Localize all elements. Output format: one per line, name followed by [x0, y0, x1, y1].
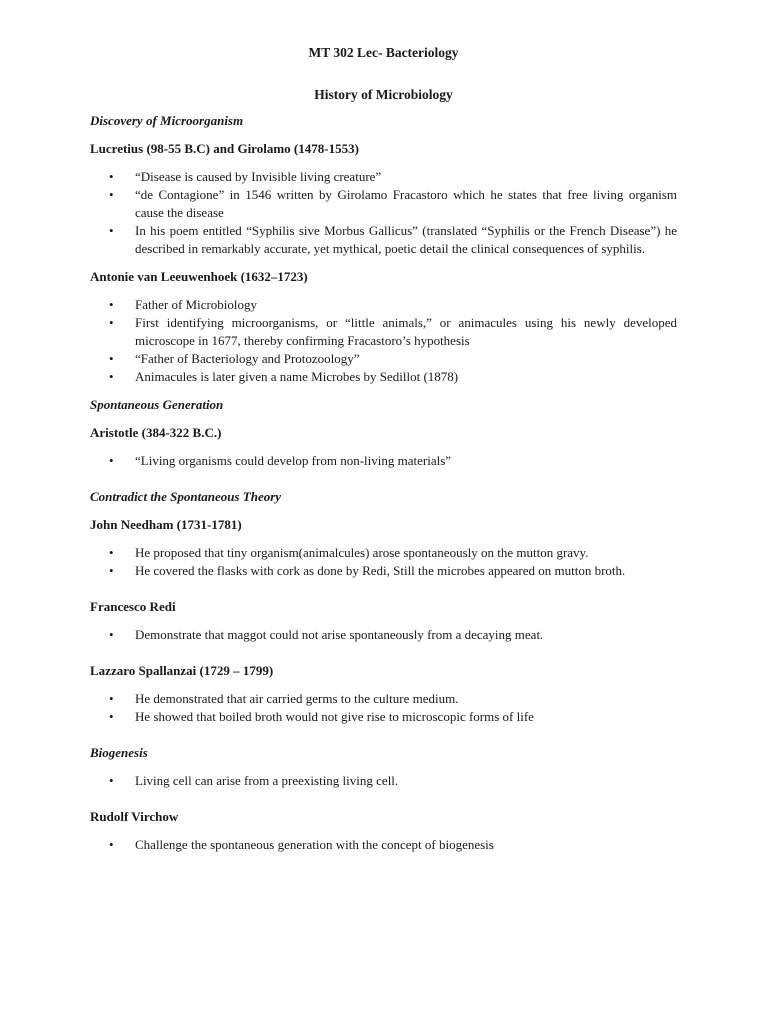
list-item: • He showed that boiled broth would not give rise to microscopic forms of life [135, 708, 677, 726]
list-item: • “Disease is caused by Invisible living creature” [135, 168, 677, 186]
bullet-list [90, 626, 677, 644]
list-item: • “Father of Bacteriology and Protozoology” [135, 350, 677, 368]
list-item: • Living cell can arise from a preexisting living cell. [135, 772, 677, 790]
bullet-list [90, 544, 677, 580]
bullet-list [90, 690, 677, 726]
list-item: • First identifying microorganisms, or “little animals,” or animacules using his newly developed microscope in 1677, thereby confirming Fracastoro’s hypothesis [135, 314, 677, 350]
bullet-list [90, 296, 677, 386]
category-heading: Contradict the Spontaneous Theory [90, 489, 282, 504]
person-heading: Antonie van Leeuwenhoek (1632–1723) [90, 269, 308, 284]
list-item: • He proposed that tiny organism(animalcules) arose spontaneously on the mutton gravy. [135, 544, 677, 562]
list-item: • Father of Microbiology [135, 296, 677, 314]
category-heading: Spontaneous Generation [90, 397, 224, 412]
person-heading: Lucretius (98-55 B.C) and Girolamo (1478-1553) [90, 141, 359, 156]
list-item: • “Living organisms could develop from non-living materials” [135, 452, 677, 470]
person-heading: Rudolf Virchow [90, 809, 179, 824]
person-heading: Lazzaro Spallanzai (1729 – 1799) [90, 663, 274, 678]
person-heading: Francesco Redi [90, 599, 176, 614]
list-item: • He demonstrated that air carried germs to the culture medium. [135, 690, 677, 708]
section-spontaneous-generation [90, 396, 677, 470]
document-title: MT 302 Lec- Bacteriology [308, 45, 459, 60]
section-biogenesis [90, 744, 677, 854]
bullet-list [90, 452, 677, 470]
bullet-list [90, 836, 677, 854]
list-item: • “de Contagione” in 1546 written by Girolamo Fracastoro which he states that free living organism cause the disease [135, 186, 677, 222]
list-item: • He covered the flasks with cork as done by Redi, Still the microbes appeared on mutton broth. [135, 562, 677, 580]
section-discovery [90, 112, 677, 386]
person-heading: John Needham (1731-1781) [90, 517, 242, 532]
document-page [90, 44, 677, 864]
list-item: • Demonstrate that maggot could not arise spontaneously from a decaying meat. [135, 626, 677, 644]
list-item: • Animacules is later given a name Microbes by Sedillot (1878) [135, 368, 677, 386]
bullet-list [90, 772, 677, 790]
list-item: • In his poem entitled “Syphilis sive Morbus Gallicus” (translated “Syphilis or the French Disease”) he described in remarkably accurate, yet mythical, poetic detail the clinical consequences of syphilis. [135, 222, 677, 258]
list-item: • Challenge the spontaneous generation with the concept of biogenesis [135, 836, 677, 854]
person-heading: Aristotle (384-322 B.C.) [90, 425, 222, 440]
bullet-list [90, 168, 677, 258]
category-heading: Biogenesis [90, 745, 148, 760]
category-heading: Discovery of Microorganism [90, 113, 244, 128]
document-subtitle: History of Microbiology [314, 87, 453, 102]
section-contradict [90, 488, 677, 726]
